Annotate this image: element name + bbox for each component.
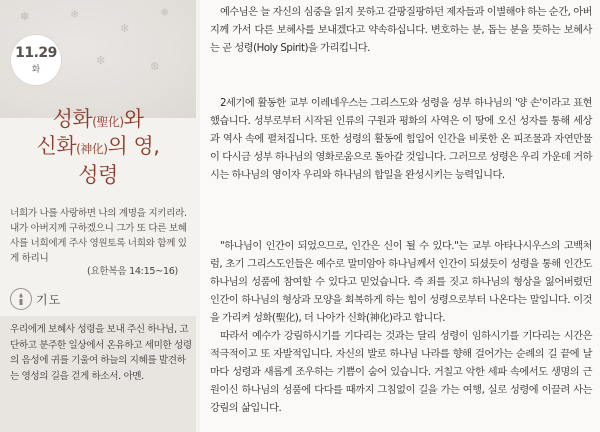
title-line-3: 성령 — [78, 163, 118, 187]
body-paragraph-3: "하나님이 인간이 되었으므로, 인간은 신이 될 수 있다."는 교부 아타나시우스의 고백처럼, 초기 그리스도인들은 예수로 말미암아 하나님께서 인간이 되셨듯이 성령을 통해 인간도 하나님의 성품에 참여할 수 있다고 믿었습니다. 즉 죄를 짓고 하나님의 형상을 잃어버렸던 인간이 하나님의 형상과 모양을 회복하게 하는 힘이 성령으로부터 나온다는 말입니다. 이것을 가리켜 성화(聖化), 더 나아가 신화(神化)라고 합니다. — [210, 241, 592, 324]
title-hanja: (神化) — [76, 142, 108, 156]
date-number: 11.29 — [15, 45, 57, 61]
body-paragraph-1: 예수님은 늘 자신의 심중을 읽지 못하고 갈팡질팡하던 제자들과 이별해야 하는 순간, 아버지께 가서 다른 보혜사를 보내겠다고 약속하십니다. 변호하는 분, 돕는 분을 뜻하는 보혜사는 곧 성령(Holy Spirit)을 가리킵니다. — [210, 7, 592, 54]
title-text: 의 영, — [107, 134, 160, 158]
title-text: 와 — [123, 107, 144, 131]
title-line-1 — [0, 106, 196, 135]
snowflake-icon: ❅ — [160, 6, 170, 19]
body-paragraph-4: 따라서 예수가 강림하시기를 기다리는 것과는 달리 성령이 임하시기를 기다리는 시간은 적극적이고 또 자발적입니다. 자신의 발로 하나님 나라를 향해 걸어가는 순례의 길 끝에 날마다 성령과 새롭게 조우하는 기쁨이 숨어 있습니다. 거칠고 악한 세파 속에서도 생명의 근원이신 하나님의 성품에 다다를 때까지 그침없이 길을 가는 여행, 실로 성령에 이끌려 사는 강림의 삶입니다. — [210, 331, 592, 414]
scripture-verse: 너희가 나를 사랑하면 나의 계명을 지키리라. 내가 아버지께 구하겠으니 그가 또 다른 보혜사를 너희에게 주사 영원토록 너희와 함께 있게 하리니 — [10, 208, 187, 264]
main-text-column — [200, 0, 600, 432]
winter-decoration — [0, 0, 196, 118]
snowflake-icon: ✼ — [96, 54, 106, 67]
prayer-text: 우리에게 보혜사 성령을 보내 주신 하나님, 고단하고 분주한 일상에서 온유하고 세미한 성령의 음성에 귀를 기울여 하늘의 지혜를 발견하는 영성의 길을 걷게 하소서. 아멘. — [10, 324, 192, 382]
prayer-label: 기도 — [36, 292, 62, 307]
snowflake-icon: ❆ — [150, 60, 160, 73]
left-column — [0, 0, 196, 432]
candle-icon — [10, 288, 32, 310]
title-line-2 — [0, 133, 196, 162]
title-text: 신화 — [36, 134, 77, 158]
snowflake-icon: ✽ — [20, 10, 30, 23]
body-paragraph-2: 2세기에 활동한 교부 이레네우스는 그리스도와 성령을 성부 하나님의 '양 손'이라고 표현했습니다. 성부로부터 시작된 인류의 구원과 평화의 사역은 이 땅에 오신 성자를 통해 세상과 역사 속에 펼쳐집니다. 또한 성령의 활동에 힘입어 인간을 비롯한 온 피조물과 자연만물이 다시금 성부 하나님의 영화로움으로 돌아갈 것입니다. 그러므로 성령은 우리 가운데 거하시는 하나님의 영이자 우리와 하나님의 합일을 완성시키는 능력입니다. — [210, 98, 592, 181]
date-badge — [10, 34, 62, 86]
snowflake-icon: ✻ — [120, 22, 130, 35]
date-day: 화 — [31, 65, 41, 75]
snowflake-icon: ❄ — [70, 8, 80, 21]
scripture-reference: (요한복음 14:15~16) — [87, 266, 178, 277]
prayer-heading — [10, 288, 61, 310]
title-text: 성화 — [52, 107, 93, 131]
title-hanja: (聖化) — [92, 115, 124, 129]
